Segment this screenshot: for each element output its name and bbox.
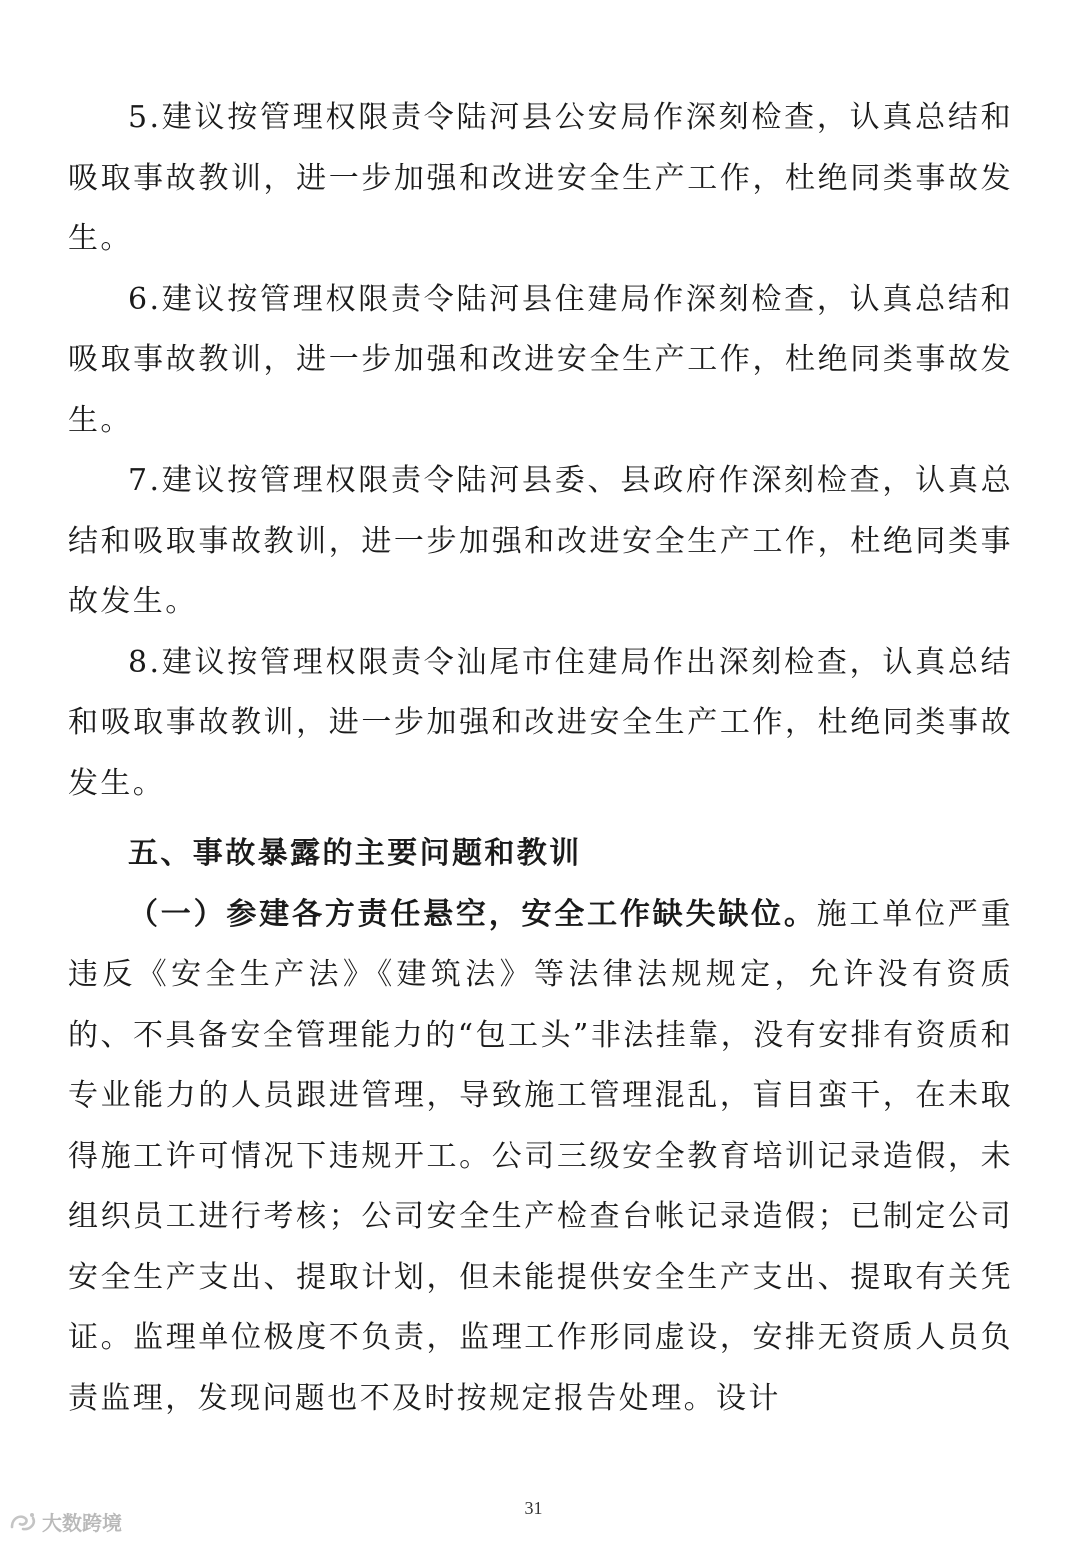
paragraph-item-7: 7.建议按管理权限责令陆河县委、县政府作深刻检查，认真总结和吸取事故教训，进一步加强和改进安全生产工作，杜绝同类事故发生。 (68, 463, 1013, 619)
section-body-text: 施工单位严重违反《安全生产法》《建筑法》等法律法规规定，允许没有资质的、不具备安全管理能力的“包工头”非法挂靠，没有安排有资质和专业能力的人员跟进管理，导致施工管理混乱，盲目蛮干，在未取得施工许可情况下违规开工。公司三级安全教育培训记录造假，未组织员工进行考核；公司安全生产检查台帐记录造假；已制定公司安全生产支出、提取计划，但未能提供安全生产支出、提取有关凭证。监理单位极度不负责，监理工作形同虚设，安排无资质人员负责监理，发现问题也不及时按规定报告处理。设计 (68, 896, 1013, 1416)
paragraph-item-6: 6.建议按管理权限责令陆河县住建局作深刻检查，认真总结和吸取事故教训，进一步加强和改进安全生产工作，杜绝同类事故发生。 (68, 281, 1013, 438)
section-subheading: （一）参建各方责任悬空，安全工作缺失缺位。 (128, 896, 817, 932)
section-body-paragraph (68, 885, 1013, 1430)
section-heading: 五、事故暴露的主要问题和教训 (128, 836, 582, 871)
page-number: 31 (524, 1498, 543, 1518)
watermark-text: 大数跨境 (42, 1511, 122, 1535)
document-body (68, 0, 1013, 1429)
paragraph-item-5: 5.建议按管理权限责令陆河县公安局作深刻检查，认真总结和吸取事故教训，进一步加强和改进安全生产工作，杜绝同类事故发生。 (68, 100, 1013, 256)
paragraph-item-8: 8.建议按管理权限责令汕尾市住建局作出深刻检查，认真总结和吸取事故教训，进一步加强和改进安全生产工作，杜绝同类事故发生。 (68, 644, 1013, 801)
